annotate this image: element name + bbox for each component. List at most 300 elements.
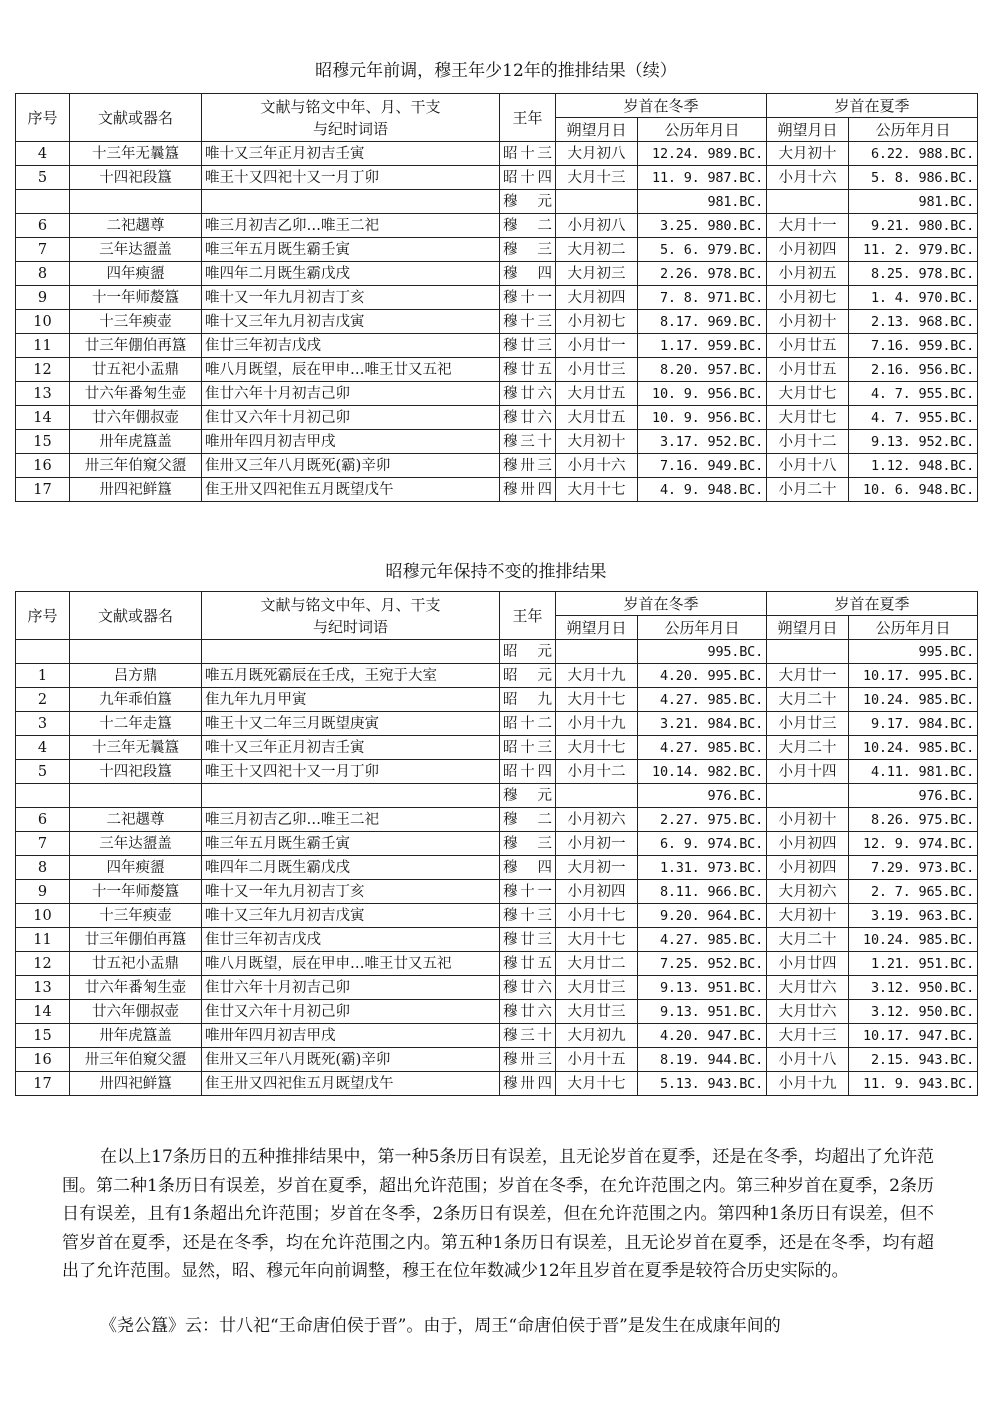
king-year: 穆 二 [500,808,556,832]
winter-gregorian-date: 9.13. 951.BC. [638,976,767,1000]
header-king-year: 王年 [500,592,556,640]
artifact-name: 廿六年倗叔壶 [70,1000,202,1024]
king-year: 穆廿六 [500,406,556,430]
winter-gregorian-date: 7.16. 949.BC. [638,454,767,478]
summer-gregorian-date: 4.11. 981.BC. [849,760,978,784]
artifact-name: 吕方鼎 [70,664,202,688]
winter-lunar-date: 大月廿三 [556,976,638,1000]
header-name: 文献或器名 [70,592,202,640]
table1-title: 昭穆元年前调，穆王年少12年的推排结果（续） [315,61,677,81]
table-row [16,190,978,214]
winter-lunar-date: 小月初八 [556,214,638,238]
inscription-text: 隹卅又三年八月既死(霸)辛卯 [202,1048,500,1072]
summer-gregorian-date: 3.12. 950.BC. [849,1000,978,1024]
winter-gregorian-date: 11. 9. 987.BC. [638,166,767,190]
header-summer-lunar: 朔望月日 [767,118,849,142]
row-number: 13 [16,976,70,1000]
king-year: 穆廿六 [500,382,556,406]
summer-gregorian-date: 1.12. 948.BC. [849,454,978,478]
row-number: 7 [16,832,70,856]
table-row [16,358,978,382]
winter-lunar-date: 大月初一 [556,856,638,880]
king-year: 昭十四 [500,166,556,190]
table-row [16,454,978,478]
citation-paragraph: 《尧公簋》云：廿八祀“王命唐伯侯于晋”。由于，周王“命唐伯侯于晋”是发生在成康年间的 [100,1316,781,1336]
header-winter-gregorian: 公历年月日 [638,118,767,142]
king-year: 穆 三 [500,832,556,856]
artifact-name: 卅三年伯窺父盨 [70,1048,202,1072]
artifact-name [70,640,202,664]
artifact-name: 卅四祀鲜簋 [70,478,202,502]
row-number: 15 [16,1024,70,1048]
row-number: 11 [16,334,70,358]
header-summer-gregorian: 公历年月日 [849,616,978,640]
king-year: 穆 元 [500,190,556,214]
inscription-text: 隹廿三年初吉戊戌 [202,334,500,358]
summer-lunar-date: 小月初四 [767,856,849,880]
winter-gregorian-date: 4.27. 985.BC. [638,688,767,712]
summer-lunar-date: 小月初四 [767,238,849,262]
summer-gregorian-date: 9.17. 984.BC. [849,712,978,736]
inscription-text: 唯十又三年九月初吉戊寅 [202,904,500,928]
table-row [16,1072,978,1096]
artifact-name: 廿六年倗叔壶 [70,406,202,430]
table-row [16,214,978,238]
artifact-name: 三年达盨盖 [70,832,202,856]
inscription-text: 唯十又三年九月初吉戊寅 [202,310,500,334]
summer-gregorian-date: 10.24. 985.BC. [849,928,978,952]
inscription-text: 唯十又三年正月初吉壬寅 [202,142,500,166]
inscription-text: 唯王十又二年三月既望庚寅 [202,712,500,736]
artifact-name: 四年瘐盨 [70,262,202,286]
summer-lunar-date: 大月二十 [767,736,849,760]
table-row [16,832,978,856]
header-winter: 岁首在冬季 [556,94,767,118]
winter-lunar-date: 小月十六 [556,454,638,478]
artifact-name: 十三年瘐壶 [70,904,202,928]
winter-gregorian-date: 5.13. 943.BC. [638,1072,767,1096]
king-year: 穆廿三 [500,334,556,358]
summer-lunar-date: 小月十八 [767,1048,849,1072]
winter-gregorian-date: 9.20. 964.BC. [638,904,767,928]
artifact-name: 十四祀段簋 [70,760,202,784]
winter-lunar-date: 大月廿二 [556,952,638,976]
winter-lunar-date: 小月十二 [556,760,638,784]
winter-gregorian-date: 5. 6. 979.BC. [638,238,767,262]
winter-lunar-date [556,784,638,808]
king-year: 昭 元 [500,640,556,664]
artifact-name: 十二年走簋 [70,712,202,736]
summer-gregorian-date: 2.15. 943.BC. [849,1048,978,1072]
summer-lunar-date: 小月十六 [767,166,849,190]
inscription-text: 唯王十又四祀十又一月丁卯 [202,760,500,784]
winter-gregorian-date: 4. 9. 948.BC. [638,478,767,502]
summer-gregorian-date: 4. 7. 955.BC. [849,382,978,406]
row-number: 17 [16,1072,70,1096]
summer-lunar-date [767,640,849,664]
winter-gregorian-date: 8.17. 969.BC. [638,310,767,334]
table-row [16,310,978,334]
table-row [16,760,978,784]
summer-lunar-date: 小月初十 [767,310,849,334]
inscription-text [202,784,500,808]
header-summer-gregorian: 公历年月日 [849,118,978,142]
king-year: 昭十四 [500,760,556,784]
inscription-text: 隹廿六年十月初吉己卯 [202,976,500,1000]
row-number: 1 [16,664,70,688]
artifact-name: 十三年无曩簋 [70,142,202,166]
winter-lunar-date: 小月十七 [556,904,638,928]
summer-gregorian-date: 2.13. 968.BC. [849,310,978,334]
table-row [16,166,978,190]
winter-lunar-date: 大月初二 [556,238,638,262]
table-row [16,640,978,664]
table-row [16,976,978,1000]
winter-gregorian-date: 3.17. 952.BC. [638,430,767,454]
winter-gregorian-date: 4.20. 947.BC. [638,1024,767,1048]
king-year: 穆卅三 [500,1048,556,1072]
summer-lunar-date: 大月二十 [767,688,849,712]
winter-lunar-date: 大月初九 [556,1024,638,1048]
inscription-text: 唯王十又四祀十又一月丁卯 [202,166,500,190]
inscription-text: 隹九年九月甲寅 [202,688,500,712]
row-number: 14 [16,1000,70,1024]
row-number: 7 [16,238,70,262]
artifact-name: 十一年师嫠簋 [70,880,202,904]
king-year: 穆卅四 [500,478,556,502]
table-row [16,688,978,712]
inscription-text: 隹王卅又四祀隹五月既望戊午 [202,1072,500,1096]
artifact-name: 十三年瘐壶 [70,310,202,334]
winter-lunar-date: 小月初六 [556,808,638,832]
row-number: 5 [16,166,70,190]
header-summer: 岁首在夏季 [767,94,978,118]
inscription-text [202,640,500,664]
summer-gregorian-date: 11. 2. 979.BC. [849,238,978,262]
summer-lunar-date: 大月初十 [767,142,849,166]
winter-lunar-date: 大月十七 [556,736,638,760]
table-row [16,382,978,406]
winter-gregorian-date: 2.26. 978.BC. [638,262,767,286]
summer-gregorian-date: 10.17. 947.BC. [849,1024,978,1048]
table-row [16,406,978,430]
inscription-text: 唯三年五月既生霸壬寅 [202,832,500,856]
table-row [16,952,978,976]
row-number: 15 [16,430,70,454]
king-year: 穆三十 [500,1024,556,1048]
inscription-text: 唯五月既死霸辰在壬戌，王宛于大室 [202,664,500,688]
artifact-name: 廿六年番匊生壶 [70,976,202,1000]
header-text: 文献与铭文中年、月、干支 与纪时词语 [202,592,500,640]
table-row [16,238,978,262]
king-year: 穆 二 [500,214,556,238]
winter-lunar-date: 大月廿五 [556,382,638,406]
winter-gregorian-date: 2.27. 975.BC. [638,808,767,832]
king-year: 穆三十 [500,430,556,454]
king-year: 昭十二 [500,712,556,736]
summer-gregorian-date: 9.13. 952.BC. [849,430,978,454]
king-year: 昭十三 [500,142,556,166]
winter-lunar-date [556,190,638,214]
winter-gregorian-date: 995.BC. [638,640,767,664]
artifact-name: 廿五祀小盂鼎 [70,952,202,976]
artifact-name: 九年乖伯簋 [70,688,202,712]
summer-gregorian-date: 995.BC. [849,640,978,664]
table-row [16,142,978,166]
header-no: 序号 [16,94,70,142]
inscription-text [202,190,500,214]
winter-lunar-date: 小月十五 [556,1048,638,1072]
artifact-name: 卅三年伯窺父盨 [70,454,202,478]
summer-lunar-date: 小月廿五 [767,358,849,382]
king-year: 穆 四 [500,262,556,286]
row-number [16,640,70,664]
summer-lunar-date: 小月十四 [767,760,849,784]
king-year: 昭 九 [500,688,556,712]
summer-gregorian-date: 11. 9. 943.BC. [849,1072,978,1096]
summer-lunar-date: 小月十八 [767,454,849,478]
king-year: 穆廿六 [500,976,556,1000]
king-year: 穆 三 [500,238,556,262]
summer-gregorian-date: 1. 4. 970.BC. [849,286,978,310]
row-number: 6 [16,214,70,238]
winter-lunar-date: 大月初四 [556,286,638,310]
header-summer-lunar: 朔望月日 [767,616,849,640]
winter-lunar-date: 小月廿一 [556,334,638,358]
winter-gregorian-date: 10. 9. 956.BC. [638,406,767,430]
summer-lunar-date [767,190,849,214]
inscription-text: 唯十又一年九月初吉丁亥 [202,286,500,310]
row-number: 16 [16,454,70,478]
header-winter-lunar: 朔望月日 [556,118,638,142]
winter-lunar-date: 大月廿三 [556,1000,638,1024]
king-year: 穆卅四 [500,1072,556,1096]
king-year: 穆卅三 [500,454,556,478]
analysis-paragraph: 在以上17条历日的五种推排结果中，第一种5条历日有误差，且无论岁首在夏季，还是在冬季，均超出了允许范围。第二种1条历日有误差，岁首在夏季，超出允许范围；岁首在冬季，在允许范围之内。第三种岁首在夏季，2条历日有误差，且有1条超出允许范围；岁首在冬季，2条历日有误差，但在允许范围之内。第四种1条历日有误差，但不管岁首在夏季，还是在冬季，均在允许范围之内。第五种1条历日有误差，且无论岁首在夏季，还是在冬季，均有超出了允许范围。显然，昭、穆元年向前调整，穆王在位年数减少12年且岁首在夏季是较符合历史实际的。 [62,1147,934,1281]
header-name: 文献或器名 [70,94,202,142]
inscription-text: 隹廿三年初吉戊戌 [202,928,500,952]
artifact-name: 廿六年番匊生壶 [70,382,202,406]
winter-lunar-date: 大月十三 [556,166,638,190]
row-number: 4 [16,142,70,166]
artifact-name: 十四祀段簋 [70,166,202,190]
row-number: 4 [16,736,70,760]
row-number: 2 [16,688,70,712]
winter-lunar-date: 小月初四 [556,880,638,904]
row-number: 11 [16,928,70,952]
summer-gregorian-date: 10. 6. 948.BC. [849,478,978,502]
king-year: 穆廿六 [500,1000,556,1024]
artifact-name: 十一年师嫠簋 [70,286,202,310]
header-text: 文献与铭文中年、月、干支 与纪时词语 [202,94,500,142]
artifact-name: 十三年无曩簋 [70,736,202,760]
summer-gregorian-date: 7.16. 959.BC. [849,334,978,358]
summer-gregorian-date: 4. 7. 955.BC. [849,406,978,430]
king-year: 穆 元 [500,784,556,808]
artifact-name [70,784,202,808]
summer-gregorian-date: 8.25. 978.BC. [849,262,978,286]
inscription-text: 唯十又一年九月初吉丁亥 [202,880,500,904]
winter-lunar-date [556,640,638,664]
winter-lunar-date: 小月初一 [556,832,638,856]
header-summer: 岁首在夏季 [767,592,978,616]
inscription-text: 唯三月初吉乙卯…唯王二祀 [202,214,500,238]
row-number [16,784,70,808]
table-row [16,928,978,952]
artifact-name [70,190,202,214]
winter-gregorian-date: 10.14. 982.BC. [638,760,767,784]
summer-lunar-date [767,784,849,808]
header-winter-gregorian: 公历年月日 [638,616,767,640]
winter-lunar-date: 大月十七 [556,688,638,712]
inscription-text: 唯卅年四月初吉甲戌 [202,430,500,454]
row-number: 13 [16,382,70,406]
table-row [16,1000,978,1024]
winter-gregorian-date: 4.27. 985.BC. [638,736,767,760]
winter-gregorian-date: 1.17. 959.BC. [638,334,767,358]
winter-gregorian-date: 8.20. 957.BC. [638,358,767,382]
summer-gregorian-date: 12. 9. 974.BC. [849,832,978,856]
inscription-text: 隹王卅又四祀隹五月既望戊午 [202,478,500,502]
table-row [16,478,978,502]
row-number: 12 [16,952,70,976]
winter-lunar-date: 小月初七 [556,310,638,334]
summer-lunar-date: 小月廿四 [767,952,849,976]
summer-lunar-date: 大月廿七 [767,382,849,406]
winter-gregorian-date: 7.25. 952.BC. [638,952,767,976]
winter-lunar-date: 大月初三 [556,262,638,286]
artifact-name: 卅年虎簋盖 [70,430,202,454]
summer-gregorian-date: 1.21. 951.BC. [849,952,978,976]
row-number: 5 [16,760,70,784]
row-number: 9 [16,880,70,904]
table-row [16,1048,978,1072]
inscription-text: 唯八月既望，辰在甲申…唯王廿又五祀 [202,358,500,382]
summer-gregorian-date: 3.19. 963.BC. [849,904,978,928]
inscription-text: 唯十又三年正月初吉壬寅 [202,736,500,760]
winter-gregorian-date: 10. 9. 956.BC. [638,382,767,406]
calendar-table-1 [15,93,978,502]
winter-gregorian-date: 9.13. 951.BC. [638,1000,767,1024]
winter-gregorian-date: 8.19. 944.BC. [638,1048,767,1072]
summer-lunar-date: 小月廿三 [767,712,849,736]
winter-lunar-date: 大月十七 [556,928,638,952]
row-number: 6 [16,808,70,832]
summer-gregorian-date: 981.BC. [849,190,978,214]
inscription-text: 隹廿又六年十月初己卯 [202,1000,500,1024]
summer-gregorian-date: 5. 8. 986.BC. [849,166,978,190]
header-winter: 岁首在冬季 [556,592,767,616]
header-no: 序号 [16,592,70,640]
row-number: 17 [16,478,70,502]
winter-lunar-date: 大月初八 [556,142,638,166]
inscription-text: 隹卅又三年八月既死(霸)辛卯 [202,454,500,478]
row-number: 12 [16,358,70,382]
inscription-text: 唯八月既望，辰在甲申…唯王廿又五祀 [202,952,500,976]
summer-lunar-date: 大月十一 [767,214,849,238]
king-year: 昭十三 [500,736,556,760]
winter-lunar-date: 大月十九 [556,664,638,688]
summer-lunar-date: 大月初六 [767,880,849,904]
table-row [16,334,978,358]
table-row [16,736,978,760]
summer-gregorian-date: 10.24. 985.BC. [849,736,978,760]
summer-gregorian-date: 6.22. 988.BC. [849,142,978,166]
summer-lunar-date: 小月初七 [767,286,849,310]
winter-lunar-date: 大月十七 [556,1072,638,1096]
summer-lunar-date: 大月二十 [767,928,849,952]
summer-lunar-date: 小月初四 [767,832,849,856]
table-row [16,430,978,454]
artifact-name: 卅年虎簋盖 [70,1024,202,1048]
row-number: 9 [16,286,70,310]
winter-gregorian-date: 1.31. 973.BC. [638,856,767,880]
summer-lunar-date: 小月二十 [767,478,849,502]
artifact-name: 二祀趩尊 [70,214,202,238]
king-year: 穆十一 [500,286,556,310]
row-number: 14 [16,406,70,430]
king-year: 穆十三 [500,904,556,928]
summer-lunar-date: 小月十二 [767,430,849,454]
winter-lunar-date: 大月廿五 [556,406,638,430]
king-year: 穆廿三 [500,928,556,952]
row-number: 3 [16,712,70,736]
king-year: 穆廿五 [500,358,556,382]
row-number: 16 [16,1048,70,1072]
table-row [16,286,978,310]
winter-gregorian-date: 3.21. 984.BC. [638,712,767,736]
table-row [16,904,978,928]
summer-gregorian-date: 9.21. 980.BC. [849,214,978,238]
artifact-name: 廿五祀小盂鼎 [70,358,202,382]
artifact-name: 廿三年倗伯再簋 [70,334,202,358]
table-row [16,880,978,904]
king-year: 穆 四 [500,856,556,880]
winter-gregorian-date: 8.11. 966.BC. [638,880,767,904]
winter-lunar-date: 小月十九 [556,712,638,736]
table-row [16,262,978,286]
inscription-text: 唯四年二月既生霸戊戌 [202,262,500,286]
winter-lunar-date: 大月十七 [556,478,638,502]
artifact-name: 二祀趩尊 [70,808,202,832]
winter-gregorian-date: 12.24. 989.BC. [638,142,767,166]
inscription-text: 隹廿六年十月初吉己卯 [202,382,500,406]
summer-gregorian-date: 976.BC. [849,784,978,808]
winter-gregorian-date: 3.25. 980.BC. [638,214,767,238]
summer-lunar-date: 大月廿六 [767,1000,849,1024]
row-number: 10 [16,310,70,334]
king-year: 穆十三 [500,310,556,334]
winter-gregorian-date: 4.27. 985.BC. [638,928,767,952]
header-king-year: 王年 [500,94,556,142]
table2-title: 昭穆元年保持不变的推排结果 [385,562,607,582]
winter-gregorian-date: 7. 8. 971.BC. [638,286,767,310]
artifact-name: 四年瘐盨 [70,856,202,880]
table-row [16,1024,978,1048]
summer-gregorian-date: 2. 7. 965.BC. [849,880,978,904]
table-row [16,784,978,808]
header-winter-lunar: 朔望月日 [556,616,638,640]
winter-gregorian-date: 976.BC. [638,784,767,808]
winter-gregorian-date: 6. 9. 974.BC. [638,832,767,856]
summer-gregorian-date: 10.24. 985.BC. [849,688,978,712]
inscription-text: 隹廿又六年十月初己卯 [202,406,500,430]
summer-lunar-date: 大月廿六 [767,976,849,1000]
summer-lunar-date: 小月廿五 [767,334,849,358]
summer-lunar-date: 大月十三 [767,1024,849,1048]
winter-lunar-date: 小月廿三 [556,358,638,382]
inscription-text: 唯三年五月既生霸壬寅 [202,238,500,262]
